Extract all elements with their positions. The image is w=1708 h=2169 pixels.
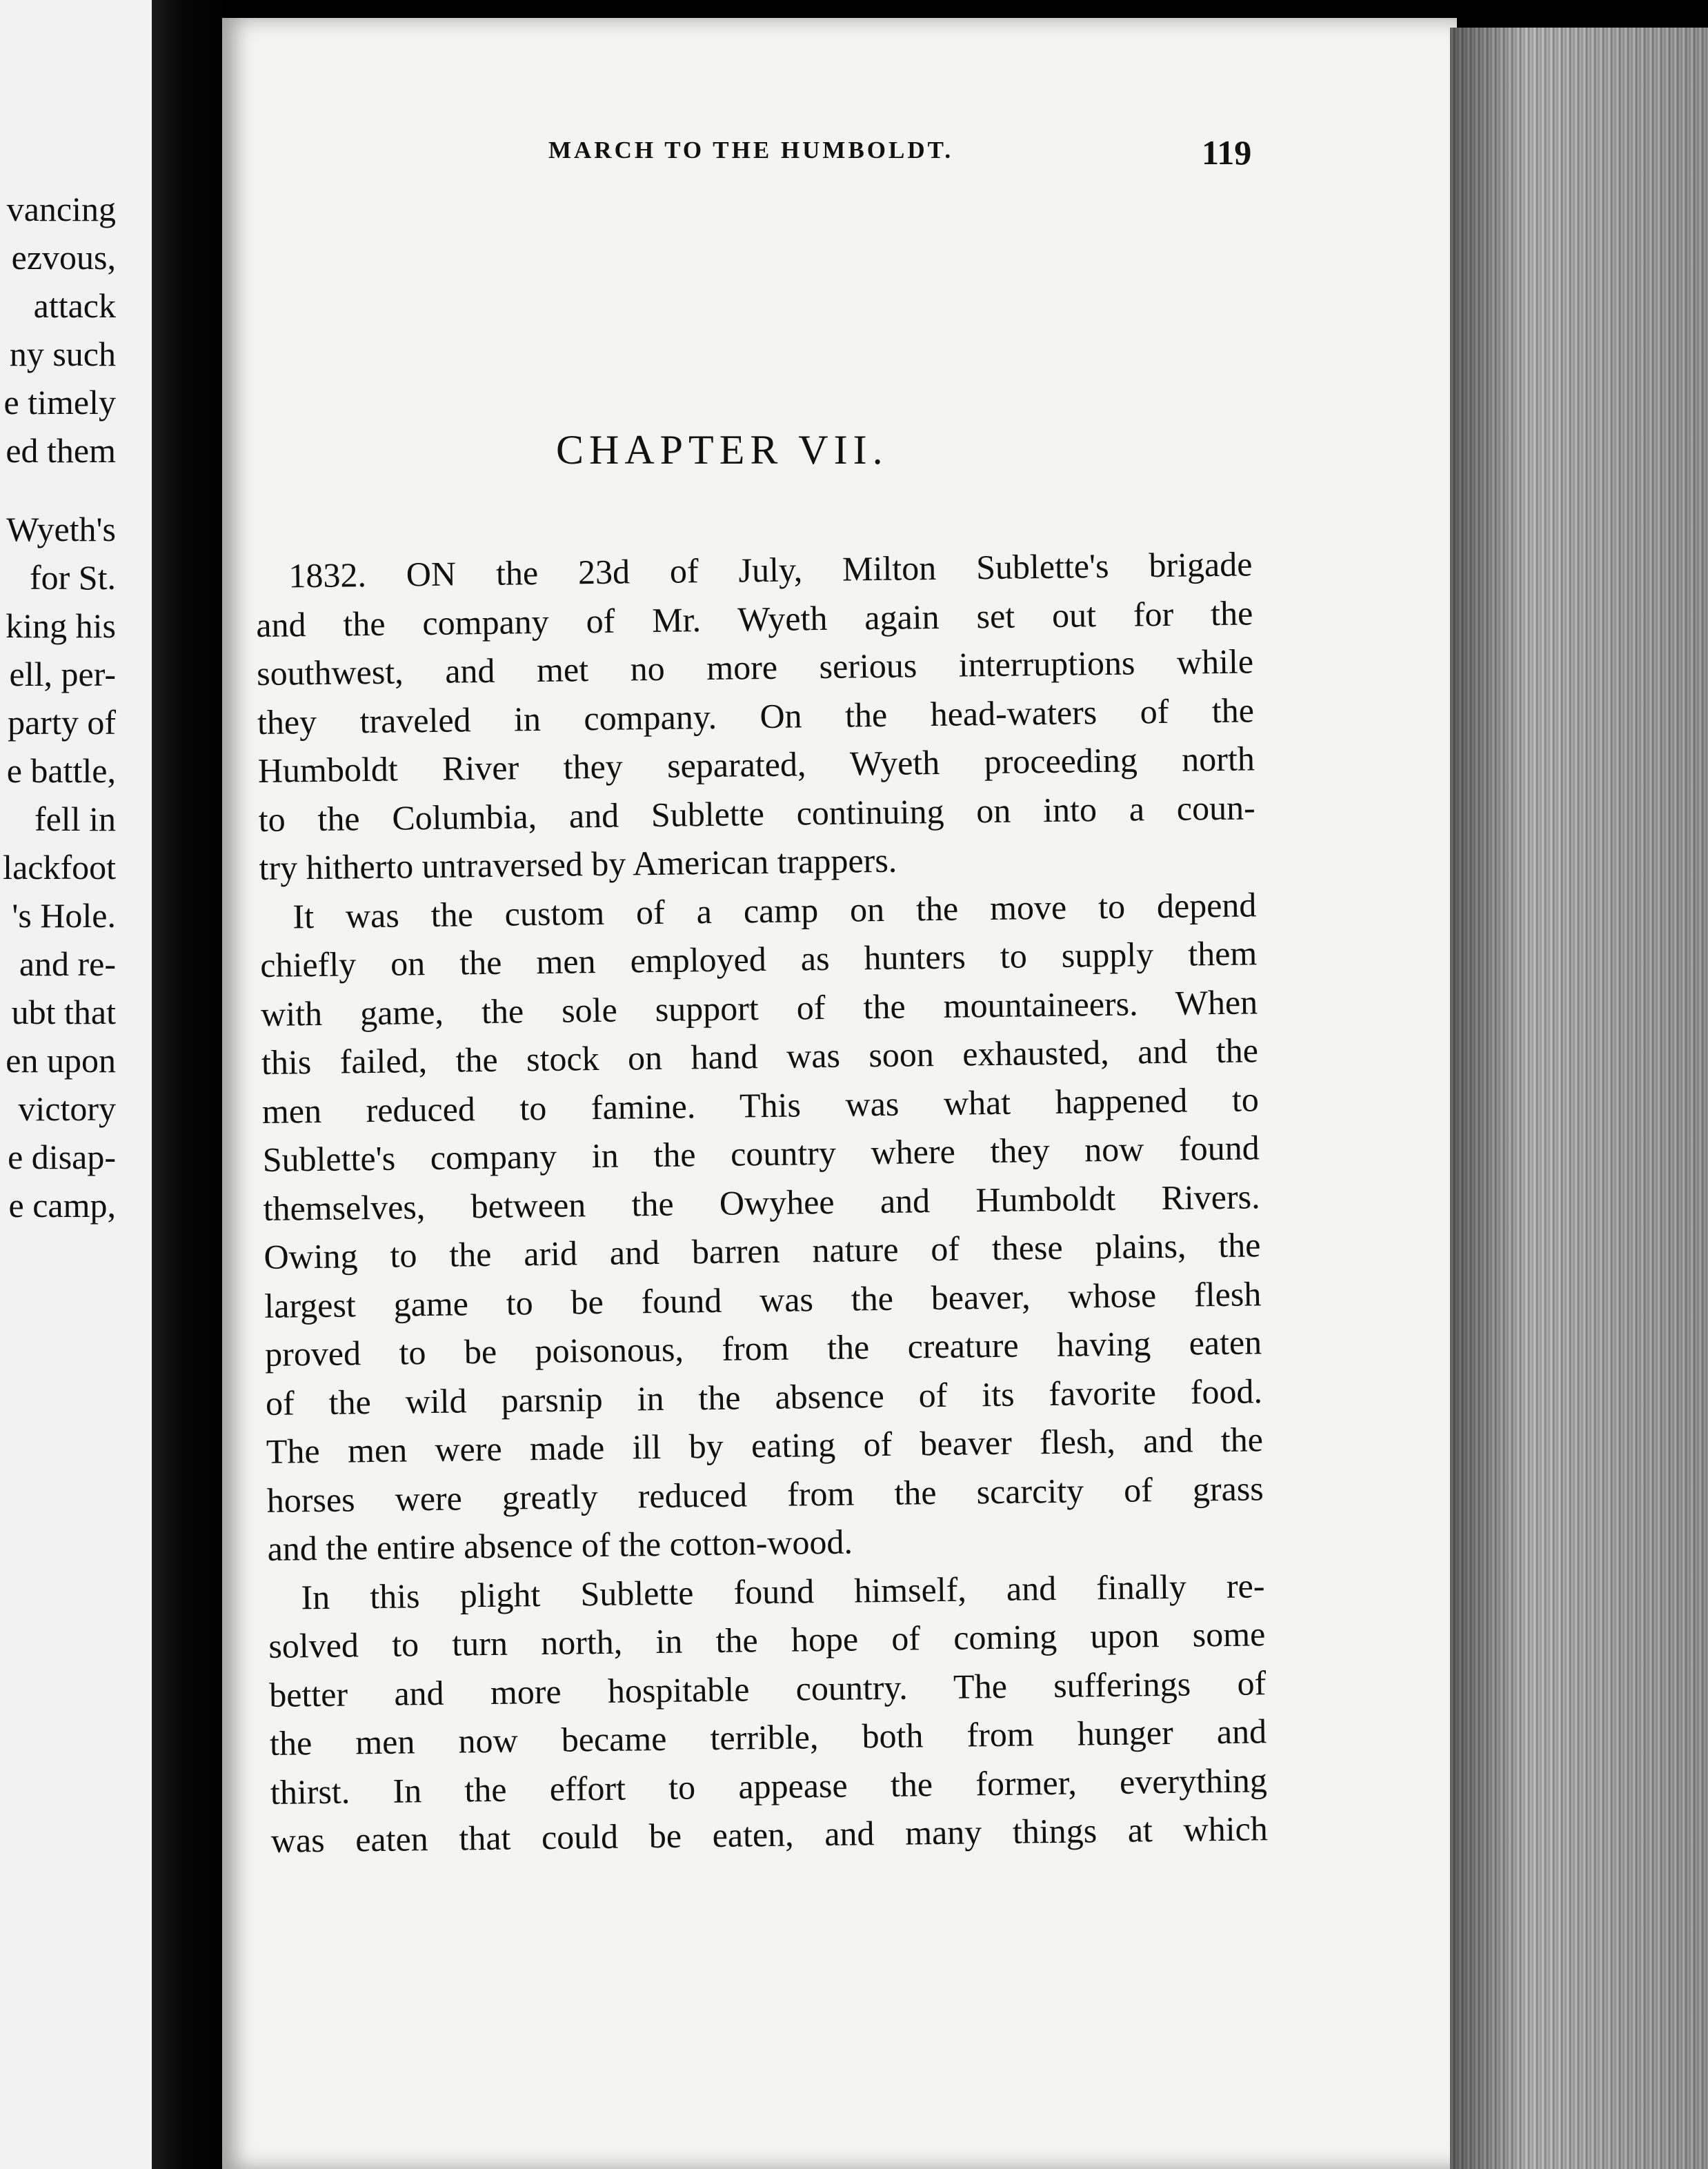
page-number: 119 xyxy=(1202,133,1252,172)
text-line: and the company of Mr. Wyeth again set out for the xyxy=(255,593,1253,644)
left-line: ezvous, xyxy=(11,238,116,277)
text-line: thirst. In the effort to appease the former, everything xyxy=(270,1760,1268,1812)
text-line: In this plight Sublette found himself, and finally re- xyxy=(301,1565,1265,1616)
text-line: solved to turn north, in the hope of coming upon some xyxy=(268,1614,1266,1665)
text-line: Humboldt River they separated, Wyeth proceeding north xyxy=(257,739,1255,790)
left-line: party of xyxy=(8,703,116,742)
text-line: was eaten that could be eaten, and many things at which xyxy=(270,1809,1269,1860)
left-line: ubt that xyxy=(11,993,116,1031)
text-line: the men now became terrible, both from hunger and xyxy=(269,1712,1267,1763)
left-line: en upon xyxy=(6,1041,116,1080)
left-line: 's Hole. xyxy=(12,896,116,935)
left-line: e camp, xyxy=(8,1186,116,1225)
text-line: The men were made ill by eating of beaver flesh, and the xyxy=(266,1420,1264,1471)
body-text xyxy=(255,539,1268,1865)
left-page-text xyxy=(0,185,116,1229)
text-line: and the entire absence of the cotton-wood. xyxy=(267,1522,853,1568)
paragraph xyxy=(259,880,1264,1574)
text-line: proved to be poisonous, from the creature having eaten xyxy=(264,1323,1262,1374)
left-line: ell, per- xyxy=(9,655,116,693)
text-line: with game, the sole support of the mountaineers. When xyxy=(260,982,1258,1033)
left-line: and re- xyxy=(19,944,116,983)
running-head: MARCH TO THE HUMBOLDT. xyxy=(548,137,954,164)
text-line: to the Columbia, and Sublette continuing on into a coun- xyxy=(258,787,1255,839)
text-line: Sublette's company in the country where they now found xyxy=(262,1128,1260,1179)
text-line: southwest, and met no more serious interruptions while xyxy=(256,642,1254,693)
left-line: e battle, xyxy=(6,751,116,790)
paragraph xyxy=(268,1561,1268,1865)
text-line: men reduced to famine. This was what happened to xyxy=(261,1079,1260,1131)
text-line: of the wild parsnip in the absence of its favorite food. xyxy=(265,1371,1263,1423)
left-line: for St. xyxy=(30,558,116,597)
text-line: try hitherto untraversed by American trappers. xyxy=(259,840,897,887)
left-facing-page xyxy=(0,0,152,2169)
paragraph xyxy=(255,539,1256,892)
chapter-title: CHAPTER VII. xyxy=(556,427,888,473)
text-line: better and more hospitable country. The sufferings of xyxy=(268,1663,1267,1714)
text-line: this failed, the stock on hand was soon exhausted, and the xyxy=(261,1031,1259,1082)
text-line: largest game to be found was the beaver, whose flesh xyxy=(264,1274,1262,1325)
text-line: It was the custom of a camp on the move to depend xyxy=(292,884,1257,935)
left-line: lackfoot xyxy=(3,848,116,887)
left-line: ny such xyxy=(9,335,116,373)
left-line: king his xyxy=(6,606,116,645)
text-line: themselves, between the Owyhee and Humboldt Rivers. xyxy=(263,1176,1260,1228)
left-line: vancing xyxy=(6,190,116,228)
text-line: Owing to the arid and barren nature of these plains, the xyxy=(264,1225,1261,1276)
left-line: Wyeth's xyxy=(6,510,116,548)
text-line: 1832. ON the 23d of July, Milton Sublette's brigade xyxy=(288,544,1253,595)
left-line: ed them xyxy=(6,431,116,470)
text-line: horses were greatly reduced from the scarcity of grass xyxy=(266,1468,1264,1520)
text-line: chiefly on the men employed as hunters to supply them xyxy=(259,933,1258,984)
left-line: fell in xyxy=(34,800,116,838)
left-line: e disap- xyxy=(8,1138,116,1176)
left-line: e timely xyxy=(3,383,116,422)
left-line: attack xyxy=(33,286,116,325)
left-line: victory xyxy=(18,1089,116,1128)
text-line: they traveled in company. On the head-waters of the xyxy=(257,690,1255,742)
page-edges-shade xyxy=(1450,28,1708,2169)
